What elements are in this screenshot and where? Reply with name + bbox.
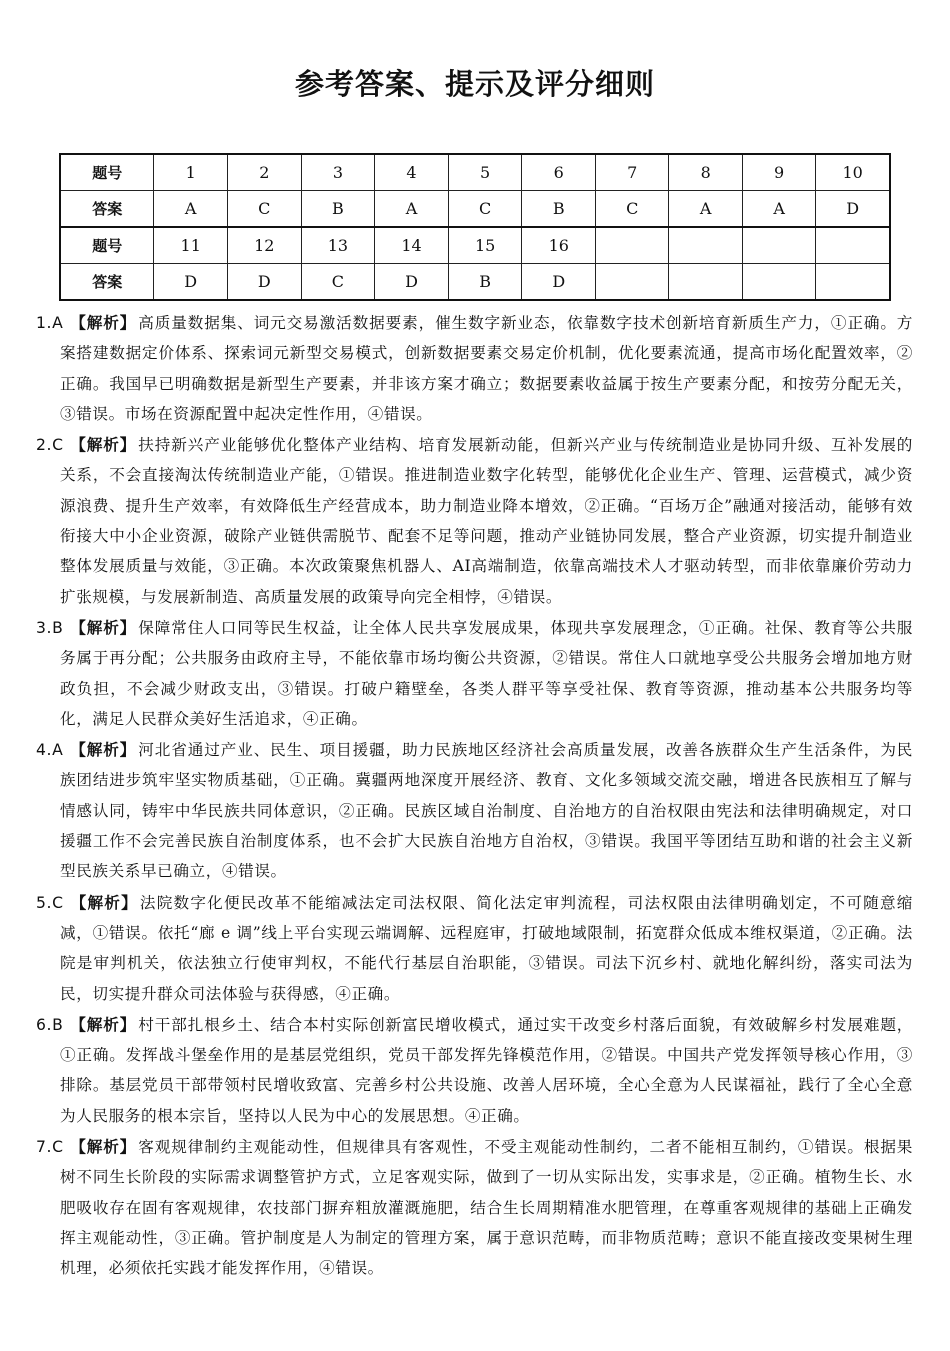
- answer-cell: D: [375, 264, 449, 301]
- question-number-cell: [669, 227, 742, 264]
- explanation-text: 客观规律制约主观能动性，但规律具有客观性，不受主观能动性制约，二者不能相互制约，①错误。根据果树不同生长阶段的实际需求调整管护方式，立足客观实际，做到了一切从实际出发，实事求是，②正确。植物生长、水肥吸收存在固有客观规律，农技部门摒弃粗放灌溉施肥，结合生长周期精准水肥管理，在尊重客观规律的基础上正确发挥主观能动性，③正确。管护制度是人为制定的管理方案，属于意识范畴，而非物质范畴；意识不能直接改变果树生理机理，必须依托实践才能发挥作用，④错误。: [60, 1138, 913, 1278]
- answer-header: 答案: [60, 264, 154, 301]
- question-number-cell: [742, 227, 815, 264]
- table-row-answers-2: [60, 264, 890, 301]
- explanation-item-7: [36, 1132, 913, 1283]
- explanation-text: 扶持新兴产业能够优化整体产业结构、培育发展新动能，但新兴产业与传统制造业是协同升级、互补发展的关系，不会直接淘汰传统制造业产能，①错误。推进制造业数字化转型，能够优化企业生产、管理、运营模式，减少资源浪费、提升生产效率，有效降低生产经营成本，助力制造业降本增效，②正确。“百场万企”融通对接活动，能够有效衔接大中小企业资源，破除产业链供需脱节、配套不足等问题，推动产业链协同发展，整合产业资源，切实提升制造业整体发展质量与效能，③正确。本次政策聚焦机器人、AI高端制造，依靠高端技术人才驱动转型，而非依靠廉价劳动力扩张规模，与发展新制造、高质量发展的政策导向完全相悖，④错误。: [60, 436, 913, 606]
- answer-cell: [816, 264, 890, 301]
- table-row-question-numbers-1: [60, 154, 890, 191]
- analysis-tag: 【解析】: [70, 741, 137, 760]
- table-row-answers-1: [60, 191, 890, 228]
- analysis-tag: 【解析】: [70, 1015, 137, 1034]
- question-number-cell: 8: [669, 154, 742, 191]
- question-number-cell: 6: [522, 154, 596, 191]
- question-number-cell: 9: [742, 154, 815, 191]
- question-number-cell: 1: [154, 154, 228, 191]
- answer-cell: D: [522, 264, 596, 301]
- question-number-cell: [816, 227, 890, 264]
- item-number: 6.B: [36, 1015, 64, 1034]
- page-title: 参考答案、提示及评分细则: [294, 67, 655, 101]
- question-number-cell: 13: [301, 227, 375, 264]
- answer-cell: A: [742, 191, 815, 228]
- explanation-item-4: [36, 735, 913, 886]
- answer-header: 答案: [60, 191, 154, 228]
- explanation-text: 法院数字化便民改革不能缩减法定司法权限、简化法定审判流程，司法权限由法律明确划定，不可随意缩减，①错误。依托“廊 e 调”线上平台实现云端调解、远程庭审，打破地域限制，拓宽群众低成本维权渠道，②正确。法院是审判机关，依法独立行使审判权，不能代行基层自治职能，③错误。司法下沉乡村、就地化解纠纷，落实司法为民，切实提升群众司法体验与获得感，④正确。: [60, 893, 913, 1003]
- answer-cell: C: [228, 191, 302, 228]
- analysis-tag: 【解析】: [70, 314, 137, 332]
- question-number-cell: 15: [448, 227, 522, 264]
- answer-cell: B: [301, 191, 375, 228]
- answer-cell: D: [816, 191, 890, 228]
- explanation-item-1: [36, 308, 913, 429]
- question-number-cell: [596, 227, 669, 264]
- item-number: 1.A: [36, 314, 64, 332]
- explanation-text: 高质量数据集、词元交易激活数据要素，催生数字新业态，依靠数字技术创新培育新质生产力，①正确。方案搭建数据定价体系、探索词元新型交易模式，创新数据要素交易定价机制，优化要素流通，提高市场化配置效率，②正确。我国早已明确数据是新型生产要素，并非该方案才确立；数据要素收益属于按生产要素分配，和按劳分配无关，③错误。市场在资源配置中起决定性作用，④错误。: [60, 314, 913, 423]
- question-number-cell: 2: [228, 154, 302, 191]
- question-number-cell: 12: [228, 227, 302, 264]
- explanation-item-2: [36, 430, 913, 612]
- question-number-cell: 5: [448, 154, 522, 191]
- answer-cell: C: [448, 191, 522, 228]
- question-number-cell: 11: [154, 227, 228, 264]
- item-number: 4.A: [36, 741, 64, 760]
- question-number-cell: 3: [301, 154, 375, 191]
- explanation-text: 保障常住人口同等民生权益，让全体人民共享发展成果，体现共享发展理念，①正确。社保、教育等公共服务属于再分配；公共服务由政府主导，不能依靠市场均衡公共资源，②错误。常住人口就地享受公共服务会增加地方财政负担，不会减少财政支出，③错误。打破户籍壁垒，各类人群平等享受社保、教育等资源，推动基本公共服务均等化，满足人民群众美好生活追求，④正确。: [60, 618, 913, 728]
- question-number-cell: 16: [522, 227, 596, 264]
- question-number-header: 题号: [60, 154, 154, 191]
- answer-table: [59, 153, 891, 301]
- item-number: 7.C: [36, 1138, 64, 1157]
- answer-cell: B: [448, 264, 522, 301]
- answer-cell: A: [154, 191, 228, 228]
- answer-cell: [669, 264, 742, 301]
- explanation-text: 村干部扎根乡土、结合本村实际创新富民增收模式，通过实干改变乡村落后面貌，有效破解乡村发展难题，①正确。发挥战斗堡垒作用的是基层党组织，党员干部发挥先锋模范作用，②错误。中国共产党发挥领导核心作用，③排除。基层党员干部带领村民增收致富、完善乡村公共设施、改善人居环境，全心全意为人民谋福祉，践行了全心全意为人民服务的根本宗旨，坚持以人民为中心的发展思想。④正确。: [60, 1015, 913, 1125]
- answer-table-body: [60, 154, 890, 300]
- answer-cell: C: [596, 191, 669, 228]
- analysis-tag: 【解析】: [70, 893, 138, 912]
- table-row-question-numbers-2: [60, 227, 890, 264]
- answer-cell: [742, 264, 815, 301]
- explanation-item-3: [36, 613, 913, 734]
- analysis-tag: 【解析】: [70, 1138, 137, 1157]
- question-number-cell: 10: [816, 154, 890, 191]
- answer-cell: B: [522, 191, 596, 228]
- question-number-cell: 7: [596, 154, 669, 191]
- explanations-section: [36, 308, 913, 1290]
- item-number: 2.C: [36, 436, 64, 455]
- explanation-text: 河北省通过产业、民生、项目援疆，助力民族地区经济社会高质量发展，改善各族群众生产生活条件，为民族团结进步筑牢坚实物质基础，①正确。冀疆两地深度开展经济、教育、文化多领域交流交融，增进各民族相互了解与情感认同，铸牢中华民族共同体意识，②正确。民族区域自治制度、自治地方的自治权限由宪法和法律明确规定，对口援疆工作不会完善民族自治制度体系，也不会扩大民族自治地方自治权，③错误。我国平等团结互助和谐的社会主义新型民族关系早已确立，④错误。: [60, 741, 913, 881]
- explanation-item-5: [36, 888, 913, 1009]
- question-number-cell: 4: [375, 154, 449, 191]
- question-number-header: 题号: [60, 227, 154, 264]
- item-number: 5.C: [36, 893, 64, 912]
- analysis-tag: 【解析】: [70, 436, 137, 455]
- answer-cell: A: [375, 191, 449, 228]
- explanation-item-6: [36, 1010, 913, 1131]
- answer-cell: D: [228, 264, 302, 301]
- answer-cell: C: [301, 264, 375, 301]
- answer-cell: D: [154, 264, 228, 301]
- question-number-cell: 14: [375, 227, 449, 264]
- answer-cell: A: [669, 191, 742, 228]
- analysis-tag: 【解析】: [70, 618, 137, 637]
- answer-cell: [596, 264, 669, 301]
- item-number: 3.B: [36, 618, 64, 637]
